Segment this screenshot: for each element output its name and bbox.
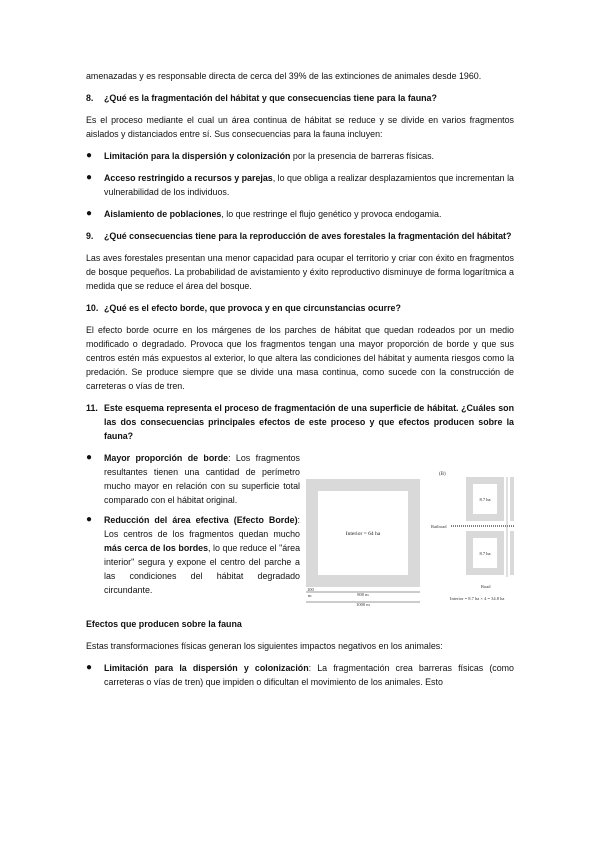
dim-label-1000: 1000 m xyxy=(356,602,370,607)
bullet-icon: ● xyxy=(86,514,93,525)
interior-label-a: Interior = 64 ha xyxy=(345,531,381,537)
intro-paragraph-tail: amenazadas y es responsable directa de cerca del 39% de las extinciones de animales desde 1960. xyxy=(86,71,482,81)
list-item-text: , lo que restringe el flujo genético y provoca endogamia. xyxy=(221,209,442,219)
question-8-answer: Es el proceso mediante el cual un área continua de hábitat se reduce y se divide en varios fragmentos aislados y distanciados entre sí. Sus consecuencias para la fauna incluyen: xyxy=(86,115,514,139)
fragmentation-diagram xyxy=(306,465,514,611)
question-title: ¿Qué consecuencias tiene para la reproducción de aves forestales la fragmentación del hábitat? xyxy=(104,231,512,241)
question-8-list xyxy=(86,149,514,221)
list-item-text: : Los fragmentos resultantes tienen una cantidad de perímetro mucho mayor en relación con su superficie total comparado con el hábitat original. xyxy=(104,453,300,505)
list-item-bold: más cerca de los bordes xyxy=(104,543,209,553)
list-item-text: , lo que obliga a realizar desplazamientos que incrementan la vulnerabilidad de los individuos. xyxy=(104,173,514,197)
list-item xyxy=(86,661,514,689)
list-item-text: , lo que reduce el "área interior" segura y expone el centro del parche a las condiciones del hábitat degradado circundante. xyxy=(104,543,301,595)
list-item-bold: Acceso restringido a recursos y parejas xyxy=(104,173,273,183)
interior-label-b: Interior = 8.7 ha × 4 = 34.8 ha xyxy=(450,596,505,601)
question-11-body xyxy=(86,451,514,611)
fragment-top-left xyxy=(466,477,504,521)
road-label: Road xyxy=(481,584,491,589)
question-number: 11. xyxy=(86,403,98,413)
bullet-icon: ● xyxy=(86,150,93,161)
list-item xyxy=(86,171,514,199)
document-page xyxy=(86,69,514,697)
question-title: Este esquema representa el proceso de fragmentación de una superficie de hábitat. ¿Cuáles son las dos consecuencias principales efectos de este proceso y que efectos producen sobre la fauna? xyxy=(104,403,514,441)
list-item xyxy=(86,207,514,221)
effects-paragraph: Estas transformaciones físicas generan los siguientes impactos negativos en los animales: xyxy=(86,641,443,651)
list-item xyxy=(86,513,300,597)
fragment-bottom-left xyxy=(466,531,504,575)
question-number: 8. xyxy=(86,93,94,103)
question-11-heading xyxy=(86,401,514,443)
dim-label-100: 100 xyxy=(307,587,314,592)
list-item-bold: Limitación para la dispersión y colonización xyxy=(104,663,309,673)
list-item xyxy=(86,451,300,507)
list-item-text: : La fragmentación crea barreras físicas (como carreteras o vías de tren) que impiden o dificultan el movimiento de los animales. Esto xyxy=(104,663,514,687)
list-item xyxy=(86,149,514,163)
question-title: ¿Qué es el efecto borde, que provoca y en que circunstancias ocurre? xyxy=(104,303,401,313)
bullet-icon: ● xyxy=(86,452,93,463)
effects-heading: Efectos que producen sobre la fauna xyxy=(86,619,242,629)
bullet-icon: ● xyxy=(86,172,93,183)
question-9-heading xyxy=(86,229,514,243)
question-9-answer: Las aves forestales presentan una menor capacidad para ocupar el territorio y criar con éxito en fragmentos de bosque pequeños. La probabilidad de avistamiento y éxito reproductivo disminuye de forma logarítmica a medida que se reduce el área del bosque. xyxy=(86,253,514,291)
question-10-answer: El efecto borde ocurre en los márgenes de los parches de hábitat que quedan rodeados por un medio modificado o degradado. Provoca que los fragmentos tengan una mayor proporción de borde y que sus centros estén más expuestos al exterior, lo que altera las condiciones del hábitat y aumenta riesgos como la predación. Se produce siempre que se divide una masa continua, como sucede con la construcción de carreteras o vías de tren. xyxy=(86,325,514,391)
bullet-icon: ● xyxy=(86,208,93,219)
list-item-bold: Limitación para la dispersión y colonización xyxy=(104,151,291,161)
fragment-area-label: 8.7 ha xyxy=(479,551,491,556)
question-8-heading xyxy=(86,91,514,105)
fragment-area-label: 8.7 ha xyxy=(479,497,491,502)
question-number: 9. xyxy=(86,231,94,241)
question-10-heading xyxy=(86,301,514,315)
list-item-bold: Mayor proporción de borde xyxy=(104,453,229,463)
bullet-icon: ● xyxy=(86,662,93,673)
list-item-text: por la presencia de barreras físicas. xyxy=(290,151,434,161)
dim-label-800: 800 m xyxy=(357,592,369,597)
fragment-bottom-right xyxy=(510,531,514,575)
panel-label-b: (B) xyxy=(439,472,446,477)
list-item-bold: Reducción del área efectiva (Efecto Borde) xyxy=(104,515,298,525)
dim-label-m: m xyxy=(308,593,312,598)
list-item-bold: Aislamiento de poblaciones xyxy=(104,209,222,219)
question-number: 10. xyxy=(86,303,99,313)
railroad-label: Railroad xyxy=(431,524,447,529)
effects-list xyxy=(86,661,514,689)
question-title: ¿Qué es la fragmentación del hábitat y que consecuencias tiene para la fauna? xyxy=(104,93,437,103)
question-11-list xyxy=(86,451,300,605)
fragment-top-right xyxy=(510,477,514,521)
list-item-text: : Los centros de los fragmentos quedan mucho xyxy=(104,515,300,539)
